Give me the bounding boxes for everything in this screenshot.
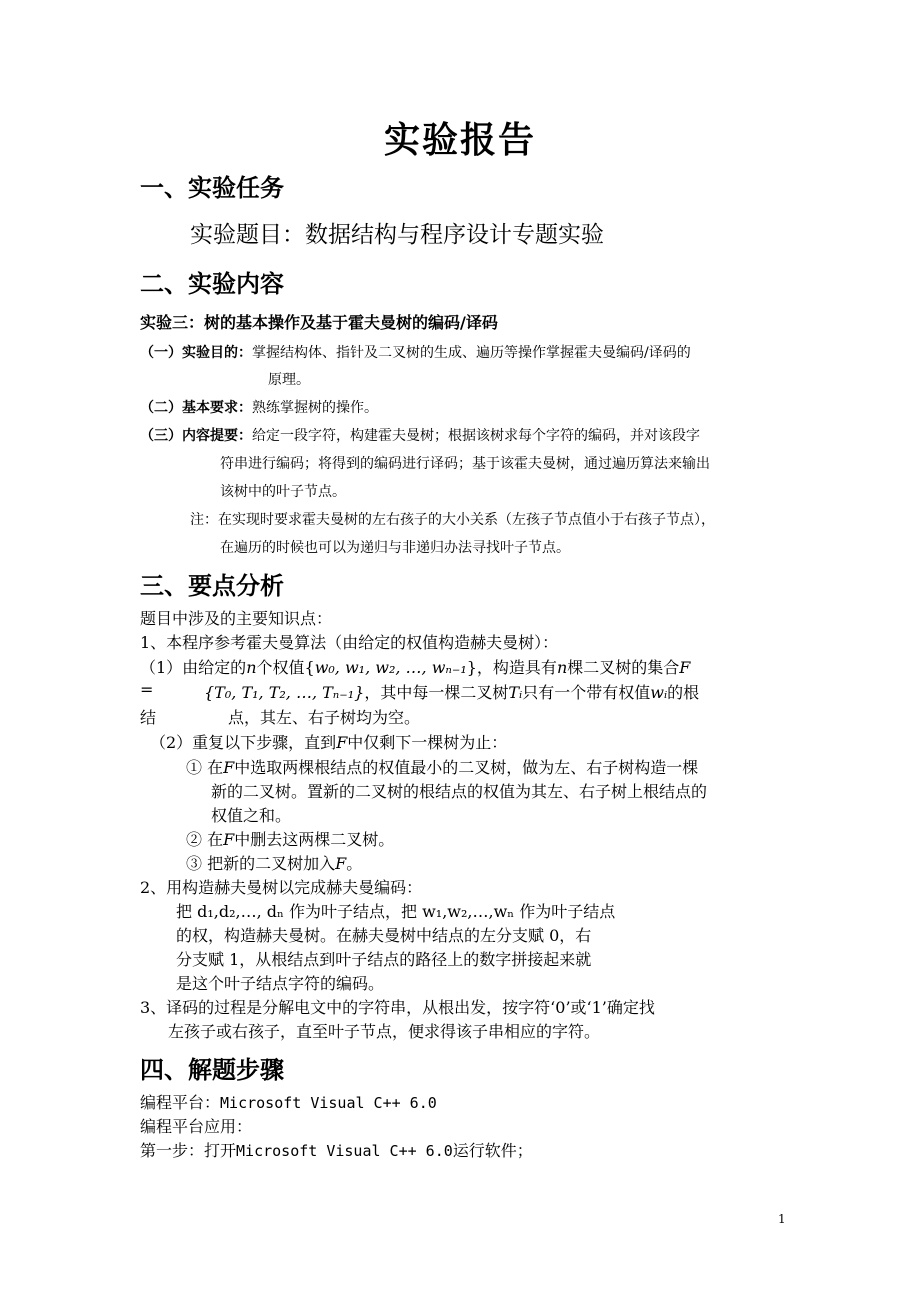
math-n: n [556, 658, 568, 677]
math-F: F [223, 830, 235, 849]
section-heading-content: 二、实验内容 [140, 270, 284, 298]
text-run: 把 [176, 902, 193, 921]
platform-usage-line: 编程平台应用： [140, 1117, 253, 1136]
platform-name: Microsoft Visual C++ 6.0 [220, 1094, 437, 1112]
section-heading-steps: 四、解题步骤 [140, 1056, 284, 1084]
note-line-1: 注：在实现时要求霍夫曼树的左右孩子的大小关系（左孩子节点值小于右孩子节点）， [190, 512, 715, 528]
substep-1-line-2: 新的二叉树。置新的二叉树的根结点的权值为其左、右子树上根结点的 [211, 782, 708, 801]
purpose-line-1 [140, 342, 691, 362]
text-run: 中删去这两棵二叉树。 [234, 830, 395, 849]
text-run: 棵二叉树的集合 [567, 658, 680, 677]
text-run: 中选取两棵根结点的权值最小的二叉树，做为左、右子树构造一棵 [234, 758, 699, 777]
huffman-step-1-line-3b: 点，其左、右子树均为空。 [228, 708, 421, 727]
math-n: n [246, 658, 257, 677]
math-F: F [335, 854, 347, 873]
decoding-line-2: 左孩子或右孩子，直至叶子节点，便求得该子串相应的字符。 [168, 1022, 601, 1041]
experiment-title: 实验三：树的基本操作及基于霍夫曼树的编码/译码 [140, 313, 498, 332]
text-run: 运行软件； [452, 1141, 533, 1160]
content-line-2: 符串进行编码；将得到的编码进行译码；基于该霍夫曼树，通过遍历算法来输出 [220, 456, 710, 472]
text-run: ，其中每一棵二叉树 [364, 683, 509, 702]
encoding-line-3: 分支赋 1，从根结点到叶子结点的路径上的数字拼接起来就 [176, 950, 592, 969]
text-run: 的根 [667, 683, 700, 702]
substep-3 [186, 851, 362, 874]
substep-2 [186, 827, 394, 850]
math-F: F [336, 733, 348, 752]
text-run: ① 在 [186, 758, 224, 777]
huffman-step-1-line-3a: 结 [140, 708, 157, 727]
page-title: 实验报告 [383, 119, 536, 161]
text-run: （1）由给定的 [140, 658, 247, 677]
analysis-point-2: 2、用构造赫夫曼树以完成赫夫曼编码： [140, 878, 423, 897]
content-text: 给定一段字符，构建霍夫曼树；根据该树求每个字符的编码，并对该段字 [252, 428, 700, 444]
text-run: 只有一个带有权值 [522, 683, 651, 702]
step-one-line [140, 1138, 533, 1161]
encoding-line-1 [176, 899, 615, 922]
experiment-subject: 实验题目：数据结构与程序设计专题实验 [190, 222, 604, 248]
note-line-2: 在遍历的时候也可以为递归与非递归办法寻找叶子节点。 [220, 540, 570, 556]
encoding-line-4: 是这个叶子结点字符的编码。 [176, 974, 385, 993]
math-d-list: d₁,d₂,…, dₙ [192, 902, 284, 921]
content-label: （三）内容提要： [140, 428, 252, 444]
math-wi: wᵢ [650, 683, 668, 702]
decoding-line-1: 3、译码的过程是分解电文中的字符串，从根出发，按字符‘0’或‘1’确定找 [140, 998, 655, 1017]
purpose-text: 掌握结构体、指针及二叉树的生成、遍历等操作掌握霍夫曼编码/译码的 [252, 345, 691, 361]
content-line-1 [140, 425, 700, 445]
math-F: F [223, 758, 235, 777]
analysis-intro: 题目中涉及的主要知识点： [140, 609, 333, 628]
huffman-step-2 [150, 730, 507, 753]
encoding-line-2: 的权，构造赫夫曼树。在赫夫曼树中结点的左分支赋 0，右 [176, 926, 592, 945]
math-F: F [679, 658, 691, 677]
requirement-label: （二）基本要求： [140, 400, 252, 416]
section-heading-analysis: 三、要点分析 [140, 572, 284, 600]
text-run: ② 在 [186, 830, 224, 849]
text-run: 第一步：打开 [140, 1141, 237, 1160]
text-run: }，构造具有 [466, 658, 557, 677]
huffman-step-1-line-1 [140, 655, 690, 678]
analysis-point-1: 1、本程序参考霍夫曼算法（由给定的权值构造赫夫曼树）： [140, 633, 559, 652]
math-w-list: w₁,w₂,…,wₙ [417, 902, 515, 921]
section-heading-tasks: 一、实验任务 [140, 174, 284, 202]
requirement-text: 熟练掌握树的操作。 [252, 400, 378, 416]
substep-1-line-3: 权值之和。 [211, 806, 292, 825]
math-weights: w₀, w₁, w₂, …, wₙ₋₁ [314, 658, 467, 677]
page-number: 1 [778, 1212, 786, 1226]
requirement-line [140, 397, 378, 417]
text-run: 编程平台： [140, 1093, 221, 1112]
equals-sign: = [140, 680, 154, 699]
text-run: 。 [346, 854, 363, 873]
purpose-label: （一）实验目的： [140, 345, 252, 361]
math-Ti: Tᵢ [508, 683, 523, 702]
platform-line [140, 1090, 437, 1113]
text-run: 作为叶子结点，把 [283, 902, 418, 921]
platform-name: Microsoft Visual C++ 6.0 [236, 1142, 453, 1160]
huffman-step-1-line-2 [204, 680, 699, 703]
text-run: 中仅剩下一棵树为止： [347, 733, 508, 752]
math-tree-set: {T₀, T₁, T₂, …, Tₙ₋₁} [204, 683, 365, 702]
content-line-3: 该树中的叶子节点。 [220, 484, 346, 500]
substep-1-line-1 [186, 755, 698, 778]
text-run: （2）重复以下步骤，直到 [150, 733, 337, 752]
text-run: ③ 把新的二叉树加入 [186, 854, 336, 873]
text-run: 作为叶子结点 [514, 902, 616, 921]
text-run: 个权值{ [256, 658, 315, 677]
purpose-line-2: 原理。 [268, 372, 310, 388]
